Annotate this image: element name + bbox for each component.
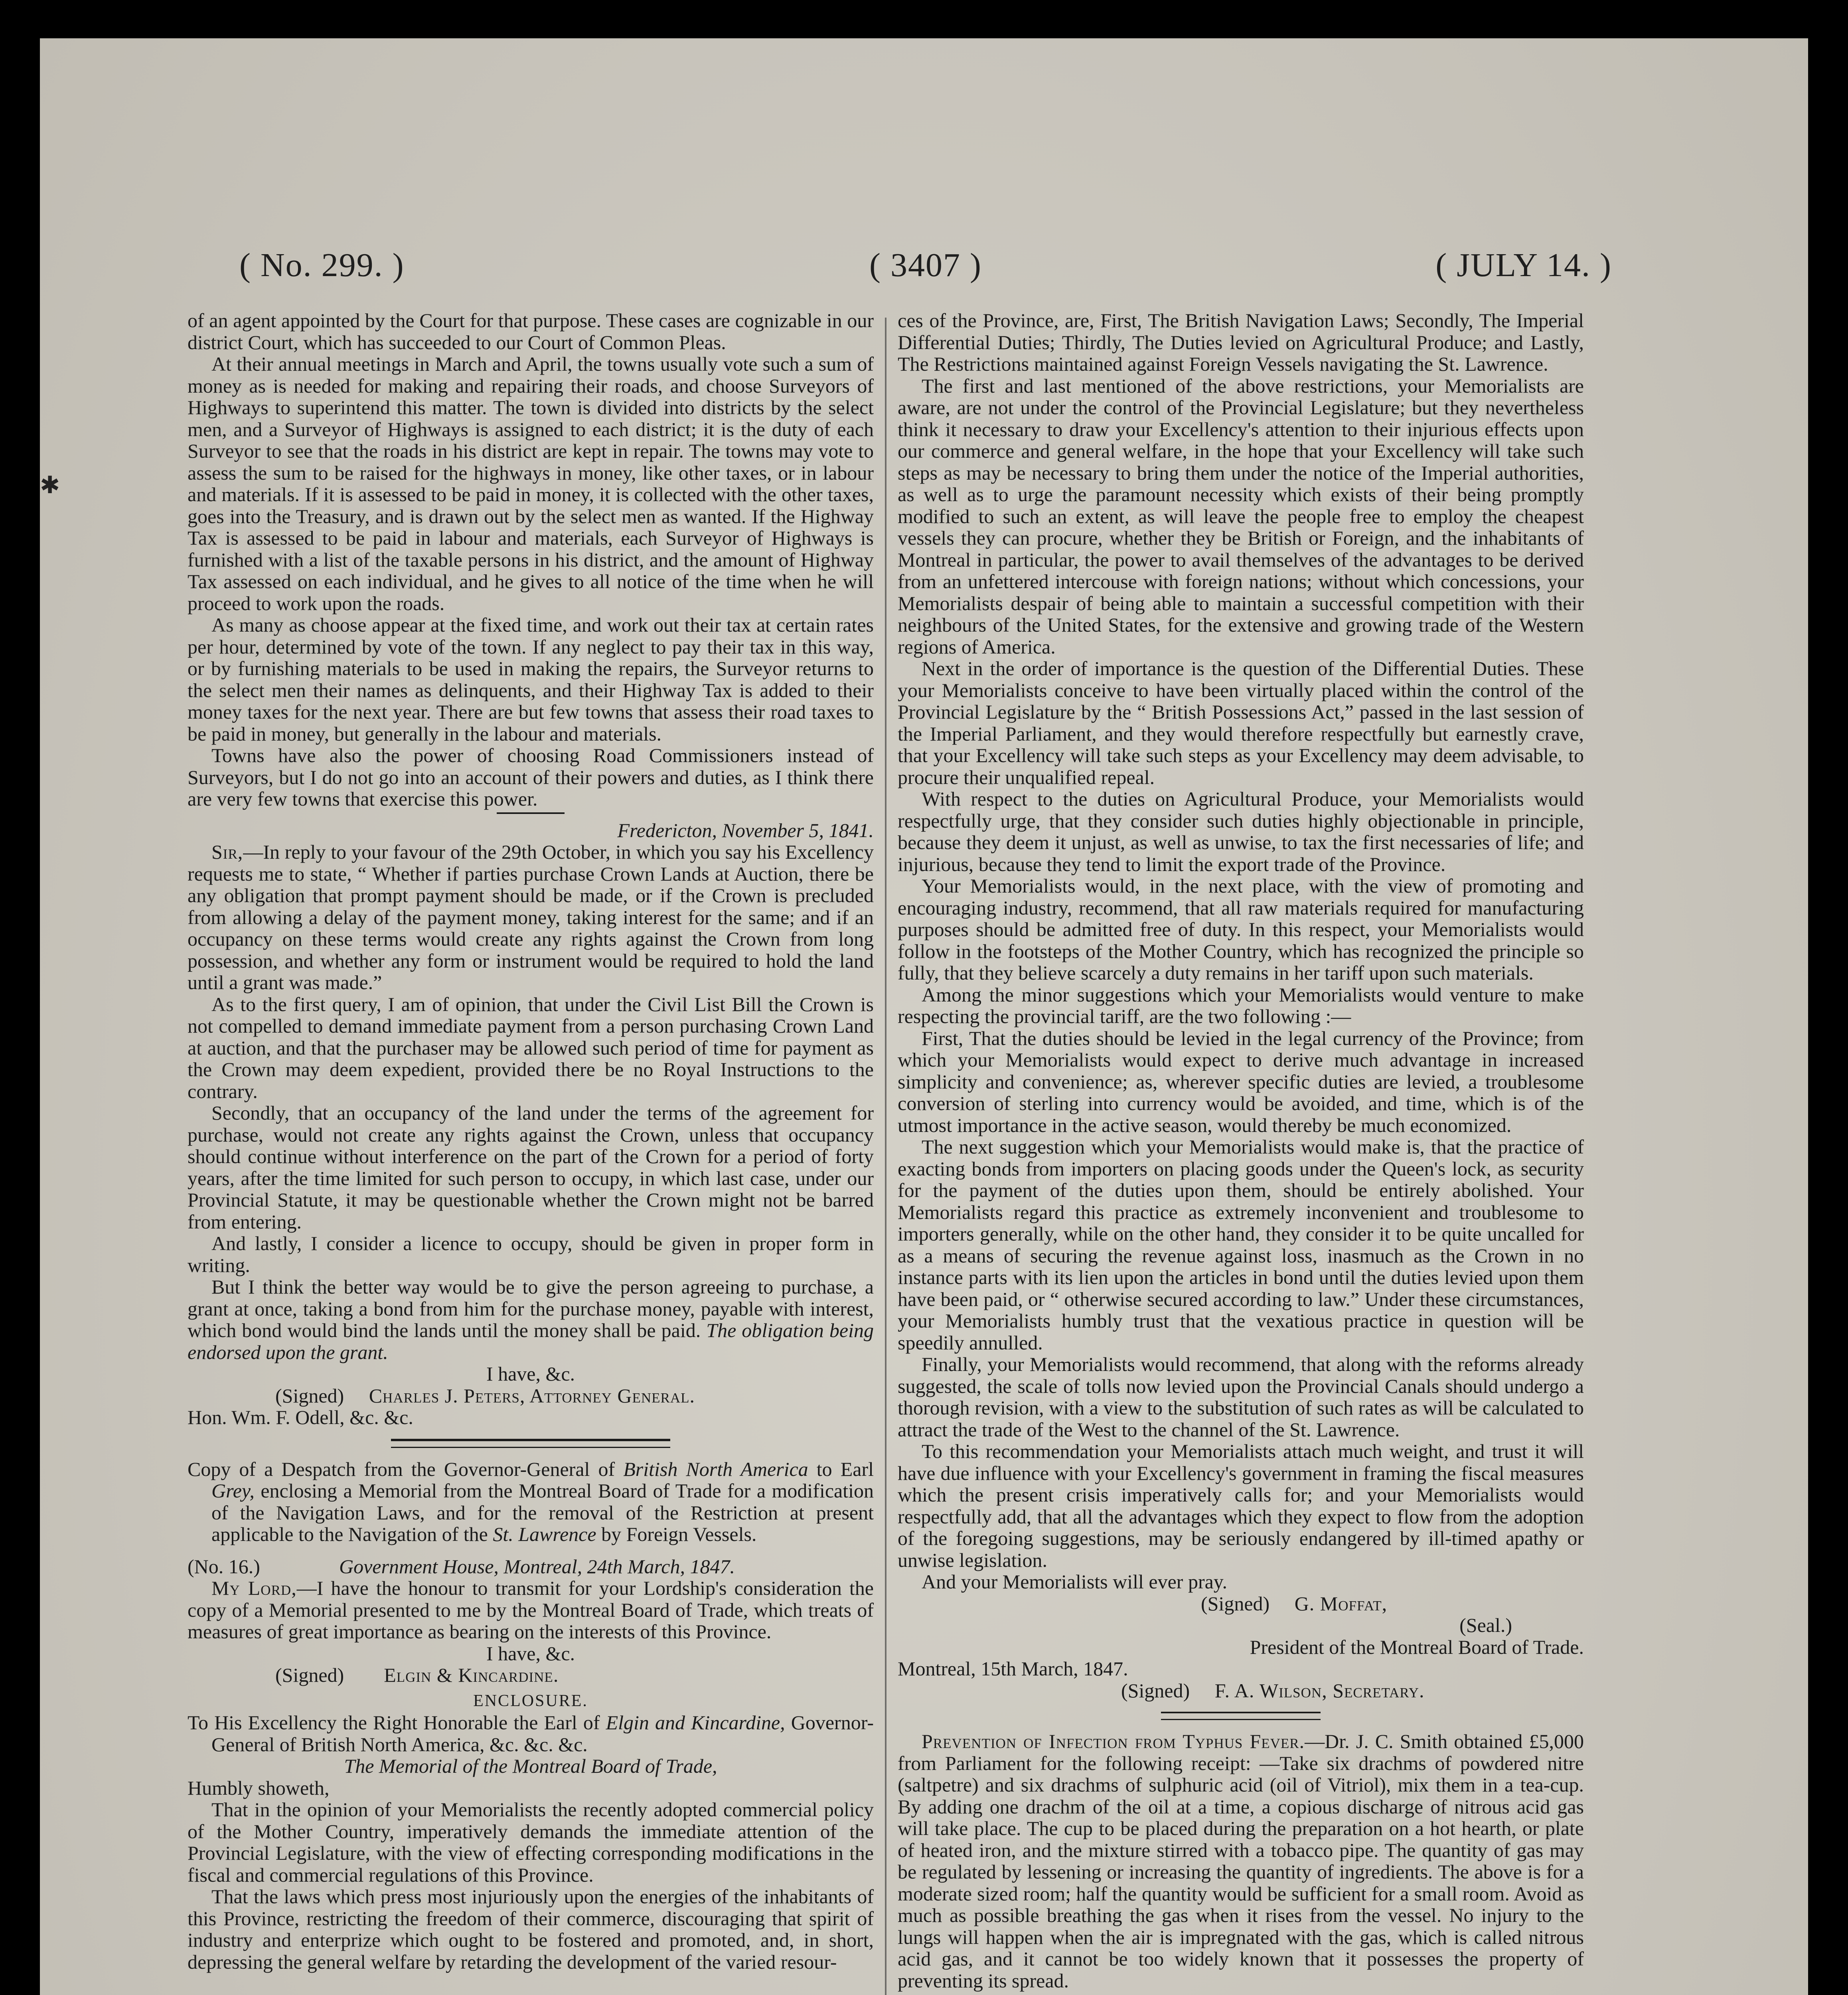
paragraph: As many as choose appear at the fixed time, and work out their tax at certain rates per hour, determined by vote of the town. If any neglect to pay their tax in this way, or by furnishing materials to be used in making the repairs, the Surveyor returns to the select men their names as delinquents, and their Highway Tax is added to their money taxes for the next year. There are but few towns that assess their road taxes to be paid in money, but generally in the labour and materials. xyxy=(188,614,874,745)
paragraph: As to the first query, I am of opinion, that under the Civil List Bill the Crown is not compelled to demand immediate payment from a person purchasing Crown Land at auction, and that the purchaser may be allowed such period of time for payment as the Crown may deem expedient, provided there be no Royal Instructions to the contrary. xyxy=(188,993,874,1102)
despatch-text: Copy of a Despatch from the Governor-General of xyxy=(188,1458,615,1480)
issue-date: ( JULY 14. ) xyxy=(1435,247,1612,284)
paragraph: With respect to the duties on Agricultural Produce, your Memorialists would respectfully urge, that they consider such duties highly objectionable in principle, because they deem it unjust, as well as unwise, to tax the first necessaries of life; and injurious, because they tend to limit the export trade of the Province. xyxy=(898,788,1584,875)
despatch-title xyxy=(188,1458,874,1545)
signer-title: President of the Montreal Board of Trade. xyxy=(1250,1636,1584,1658)
paragraph: The first and last mentioned of the above restrictions, your Memorialists are aware, are not under the control of the Provincial Legislature; but they nevertheless think it necessary to draw your Excellency's attention to their injurious effects upon our commerce and general welfare, in the hope that your Excellency will take such steps as may be necessary to bring them under the notice of the Imperial authorities, as well as to urge the paramount necessity which exists of their being promptly modified to such an extent, as will leave the people free to employ the cheapest vessels they can procure, whether they be British or Foreign, and the inhabitants of Montreal in particular, the power to avail themselves of the advantages to be derived from an unfettered intercouse with foreign nations; without which concessions, your Memorialists despair of being able to maintain a successful competition with their neighbours of the United States, for the extensive and growing trade of the Western regions of America. xyxy=(898,374,1584,658)
address-line xyxy=(188,1712,874,1755)
paragraph: First, That the duties should be levied in the legal currency of the Province; from which your Memorialists would expect to derive much advantage in increased simplicity and convenience; as, wherever specific duties are levied, a troublesome conversion of sterling into currency would be avoided, and time, which is of the utmost importance in the active season, would thereby be much economized. xyxy=(898,1027,1584,1136)
paragraph: That the laws which press most injuriously upon the energies of the inhabitants of this Province, restricting the freedom of their commerce, discouraging that spirit of industry and enterprize which ought to be fostered and promoted, and, in short, depressing the general welfare by retarding the development of the varied resour- xyxy=(188,1885,874,1973)
letter-text: —In reply to your favour of the 29th October, in which you say his Excellency requests me to state, “ Whether if parties purchase Crown Lands at Auction, there be any obligation that prompt payment should be made, or if the Crown is precluded from allowing a delay of the payment money, taking interest for the same; and if an occupancy on these terms would create any rights against the Crown from long possession, and whether any form or instrument would be required to hold the land until a grant was made.” xyxy=(188,841,874,994)
memorial-title xyxy=(188,1755,874,1777)
signer-name: Elgin & Kincardine. xyxy=(384,1664,559,1686)
newspaper-page xyxy=(40,38,1808,1995)
addressee: Hon. Wm. F. Odell, &c. &c. xyxy=(188,1406,413,1428)
column-divider xyxy=(885,318,886,1995)
paragraph: Towns have also the power of choosing Road Commissioners instead of Surveyors, but I do not go into an account of their powers and duties, as I think there are very few towns that exercise this power. xyxy=(188,744,874,810)
signed-label: (Signed) xyxy=(1121,1679,1190,1702)
salutation: My Lord, xyxy=(211,1577,297,1599)
signature-line xyxy=(188,1385,874,1407)
paragraph: Secondly, that an occupancy of the land under the terms of the agreement for purchase, would not create any rights against the Crown, unless that occupancy should continue without interference on the part of the Crown for a period of forty years, after the time limited for such person to occupy, in which last case, under our Provincial Statute, it may be questionable whether the Crown might not be barred from entering. xyxy=(188,1102,874,1233)
paragraph: At their annual meetings in March and April, the towns usually vote such a sum of money as is needed for making and repairing their roads, and choose Surveyors of Highways to superintend this matter. The town is divided into districts by the select men, and a Surveyor of Highways is assigned to each district; it is the duty of each Surveyor to see that the roads in his district are kept in repair. The towns may vote to assess the sum to be raised for the highways in money, like other taxes, or in labour and materials. If it is assessed to be paid in money, it is collected with the other taxes, goes into the Treasury, and is drawn out by the select men as wanted. If the Highway Tax is assessed to be paid in labour and materials, each Surveyor of Highways is furnished with a list of the taxable persons in his district, and the amount of Highway Tax assessed on each individual, and he gives to all notice of the time when he will proceed to work upon the roads. xyxy=(188,353,874,614)
signer-name: G. Moffat, xyxy=(1294,1592,1388,1615)
signature-line xyxy=(898,1680,1584,1702)
left-column xyxy=(188,310,874,1973)
paragraph: of an agent appointed by the Court for that purpose. These cases are cognizable in our district Court, which has succeeded to our Court of Common Pleas. xyxy=(188,309,874,354)
despatch-italic: British North America xyxy=(623,1458,808,1480)
typhus-notice xyxy=(898,1730,1584,1991)
issue-number: ( No. 299. ) xyxy=(239,247,405,284)
signed-label: (Signed) xyxy=(1201,1592,1270,1615)
address-italic: Elgin and Kincardine, xyxy=(606,1711,785,1734)
seal-note: (Seal.) xyxy=(1459,1614,1512,1636)
signed-label: (Signed) xyxy=(275,1664,344,1686)
dateline: Fredericton, November 5, 1841. xyxy=(617,819,874,841)
address-text: Governor-General of British North America, &c. &c. &c. xyxy=(211,1711,874,1756)
section-rule xyxy=(497,812,565,814)
letter-text: —I have the honour to transmit for your Lordship's consideration the copy of a Memorial presented to me by the Montreal Board of Trade, which treats of measures of great importance as bearing on the interests of this Province. xyxy=(188,1577,874,1643)
despatch-text: to Earl xyxy=(816,1458,874,1480)
notice-text: —Dr. J. C. Smith obtained £5,000 from Parliament for the following receipt: —Take six drachms of powdered nitre (saltpetre) and six drachms of sulphuric acid (oil of Vitriol), mix them in a tea-cup. By adding one drachm of the oil at a time, a copious discharge of nitrous acid gas will take place. The cup to be placed during the preparation on a hot hearth, or plate of heated iron, and the mixture stirred with a tobacco pipe. The quantity of gas may be regulated by lessening or increasing the quantity of ingredients. The above is for a moderate sized room; half the quantity would be sufficient for a small room. Avoid as much as possible breathing the gas when it rises from the vessel. No injury to the lungs will happen when the air is impregnated with the gas, which is called nitrous acid gas, and it cannot be too widely known that it possesses the property of preventing its spread. xyxy=(898,1730,1584,1992)
right-column xyxy=(898,310,1584,1991)
despatch-italic: Grey, xyxy=(211,1479,255,1502)
paragraph: ces of the Province, are, First, The British Navigation Laws; Secondly, The Imperial Differential Duties; Thirdly, The Duties levied on Agricultural Produce; and Lastly, The Restrictions maintained against Foreign Vessels navigating the St. Lawrence. xyxy=(898,309,1584,375)
despatch-number-line xyxy=(188,1556,874,1578)
letter-opening xyxy=(188,841,874,994)
paragraph: And lastly, I consider a licence to occupy, should be given in proper form in writing. xyxy=(188,1232,874,1276)
ink-blot-mark: ✱ xyxy=(40,472,60,498)
signer-name: Charles J. Peters, Attorney General. xyxy=(369,1384,695,1407)
paragraph: Finally, your Memorialists would recommend, that along with the reforms already suggested, the scale of tolls now levied upon the Provincial Canals should undergo a thorough revision, with a view to the substitution of such rates as will be calculated to attract the trade of the West to the channel of the St. Lawrence. xyxy=(898,1353,1584,1441)
despatch-number: (No. 16.) xyxy=(188,1555,260,1578)
paragraph: And your Memorialists will ever pray. xyxy=(922,1570,1228,1593)
paragraph: Next in the order of importance is the question of the Differential Duties. These your Memorialists conceive to have been virtually placed within the control of the Provincial Legislature by the “ British Possessions Act,” passed in the last session of the Imperial Parliament, and they would therefore respectfully but earnestly crave, that your Excellency will take such steps as your Excellency may deem advisable, to procure their unqualified repeal. xyxy=(898,657,1584,788)
italic-note: The obligation being endorsed upon the grant. xyxy=(188,1319,874,1363)
paragraph: Your Memorialists would, in the next place, with the view of promoting and encouraging industry, recommend, that all raw materials required for manufacturing purposes should be admitted free of duty. In this respect, your Memorialists would follow in the footsteps of the Mother Country, which has recognized the principle so fully, that they believe scarcely a duty remains in her tariff upon such materials. xyxy=(898,875,1584,984)
signer-name: F. A. Wilson, Secretary. xyxy=(1214,1679,1425,1702)
humbly-showeth: Humbly showeth, xyxy=(188,1776,330,1799)
paragraph: Among the minor suggestions which your Memorialists would venture to make respecting the provincial tariff, are the two following :— xyxy=(898,983,1584,1027)
signature-line xyxy=(898,1593,1584,1615)
paragraph: The next suggestion which your Memorialists would make is, that the practice of exacting bonds from importers on placing goods under the Queen's lock, as security for the payment of the duties upon them, should be entirely abolished. Your Memorialists regard this practice as extremely inconvenient and troublesome to importers generally, while on the other hand, they consider it to be quite uncalled for as a means of securing the revenue against loss, inasmuch as the Crown in no instance parts with its lien upon the articles in bond until the duties levied upon them have been paid, or “ otherwise secured according to law.” Under these circumstances, your Memorialists humbly trust that the vexatious practice in question will be speedily annulled. xyxy=(898,1136,1584,1354)
signed-label: (Signed) xyxy=(275,1384,344,1407)
despatch-italic: St. Lawrence xyxy=(493,1523,596,1545)
despatch-text: by Foreign Vessels. xyxy=(601,1523,757,1545)
double-rule-divider xyxy=(1161,1712,1321,1720)
paragraph: That in the opinion of your Memorialists the recently adopted commercial policy of the Mother Country, imperatively demands the immediate attention of the Provincial Legislature, with the view of effecting corresponding modifications in the fiscal and commercial regulations of this Province. xyxy=(188,1798,874,1886)
letter-opening xyxy=(188,1577,874,1643)
place-date: Montreal, 15th March, 1847. xyxy=(898,1657,1128,1680)
closing: I have, &c. xyxy=(486,1363,575,1385)
signature-line xyxy=(188,1664,874,1686)
notice-heading: Prevention of Infection from Typhus Fever. xyxy=(922,1730,1305,1752)
paragraph xyxy=(188,1276,874,1363)
running-head xyxy=(239,246,1612,290)
despatch-text: enclosing a Memorial from the Montreal Board of Trade for a modification of the Navigation Laws, and for the removal of the Restriction at present applicable to the Navigation of the xyxy=(211,1479,874,1545)
salutation: Sir, xyxy=(211,841,243,863)
memorial-title-text: The Memorial of the Montreal Board of Trade, xyxy=(344,1755,717,1777)
closing: I have, &c. xyxy=(486,1642,575,1665)
page-number: ( 3407 ) xyxy=(869,247,982,284)
paragraph: To this recommendation your Memorialists attach much weight, and trust it will have due influence with your Excellency's government in framing the fiscal measures which the present crisis imperatively calls for; and your Memorialists would respectfully add, that all the advantages which they expect to flow from the adoption of the foregoing suggestions, may be seriously endangered by ill-timed apathy or unwise legislation. xyxy=(898,1440,1584,1571)
paragraph-text: But I think the better way would be to give the person agreeing to purchase, a grant at once, taking a bond from him for the purchase money, payable with interest, which bond would bind the lands until the money shall be paid. xyxy=(188,1276,874,1341)
enclosure-heading: ENCLOSURE. xyxy=(473,1691,588,1710)
double-rule-divider xyxy=(391,1439,670,1448)
address-text: To His Excellency the Right Honorable the Earl of xyxy=(188,1711,600,1734)
despatch-dateline: Government House, Montreal, 24th March, 1847. xyxy=(339,1555,735,1578)
